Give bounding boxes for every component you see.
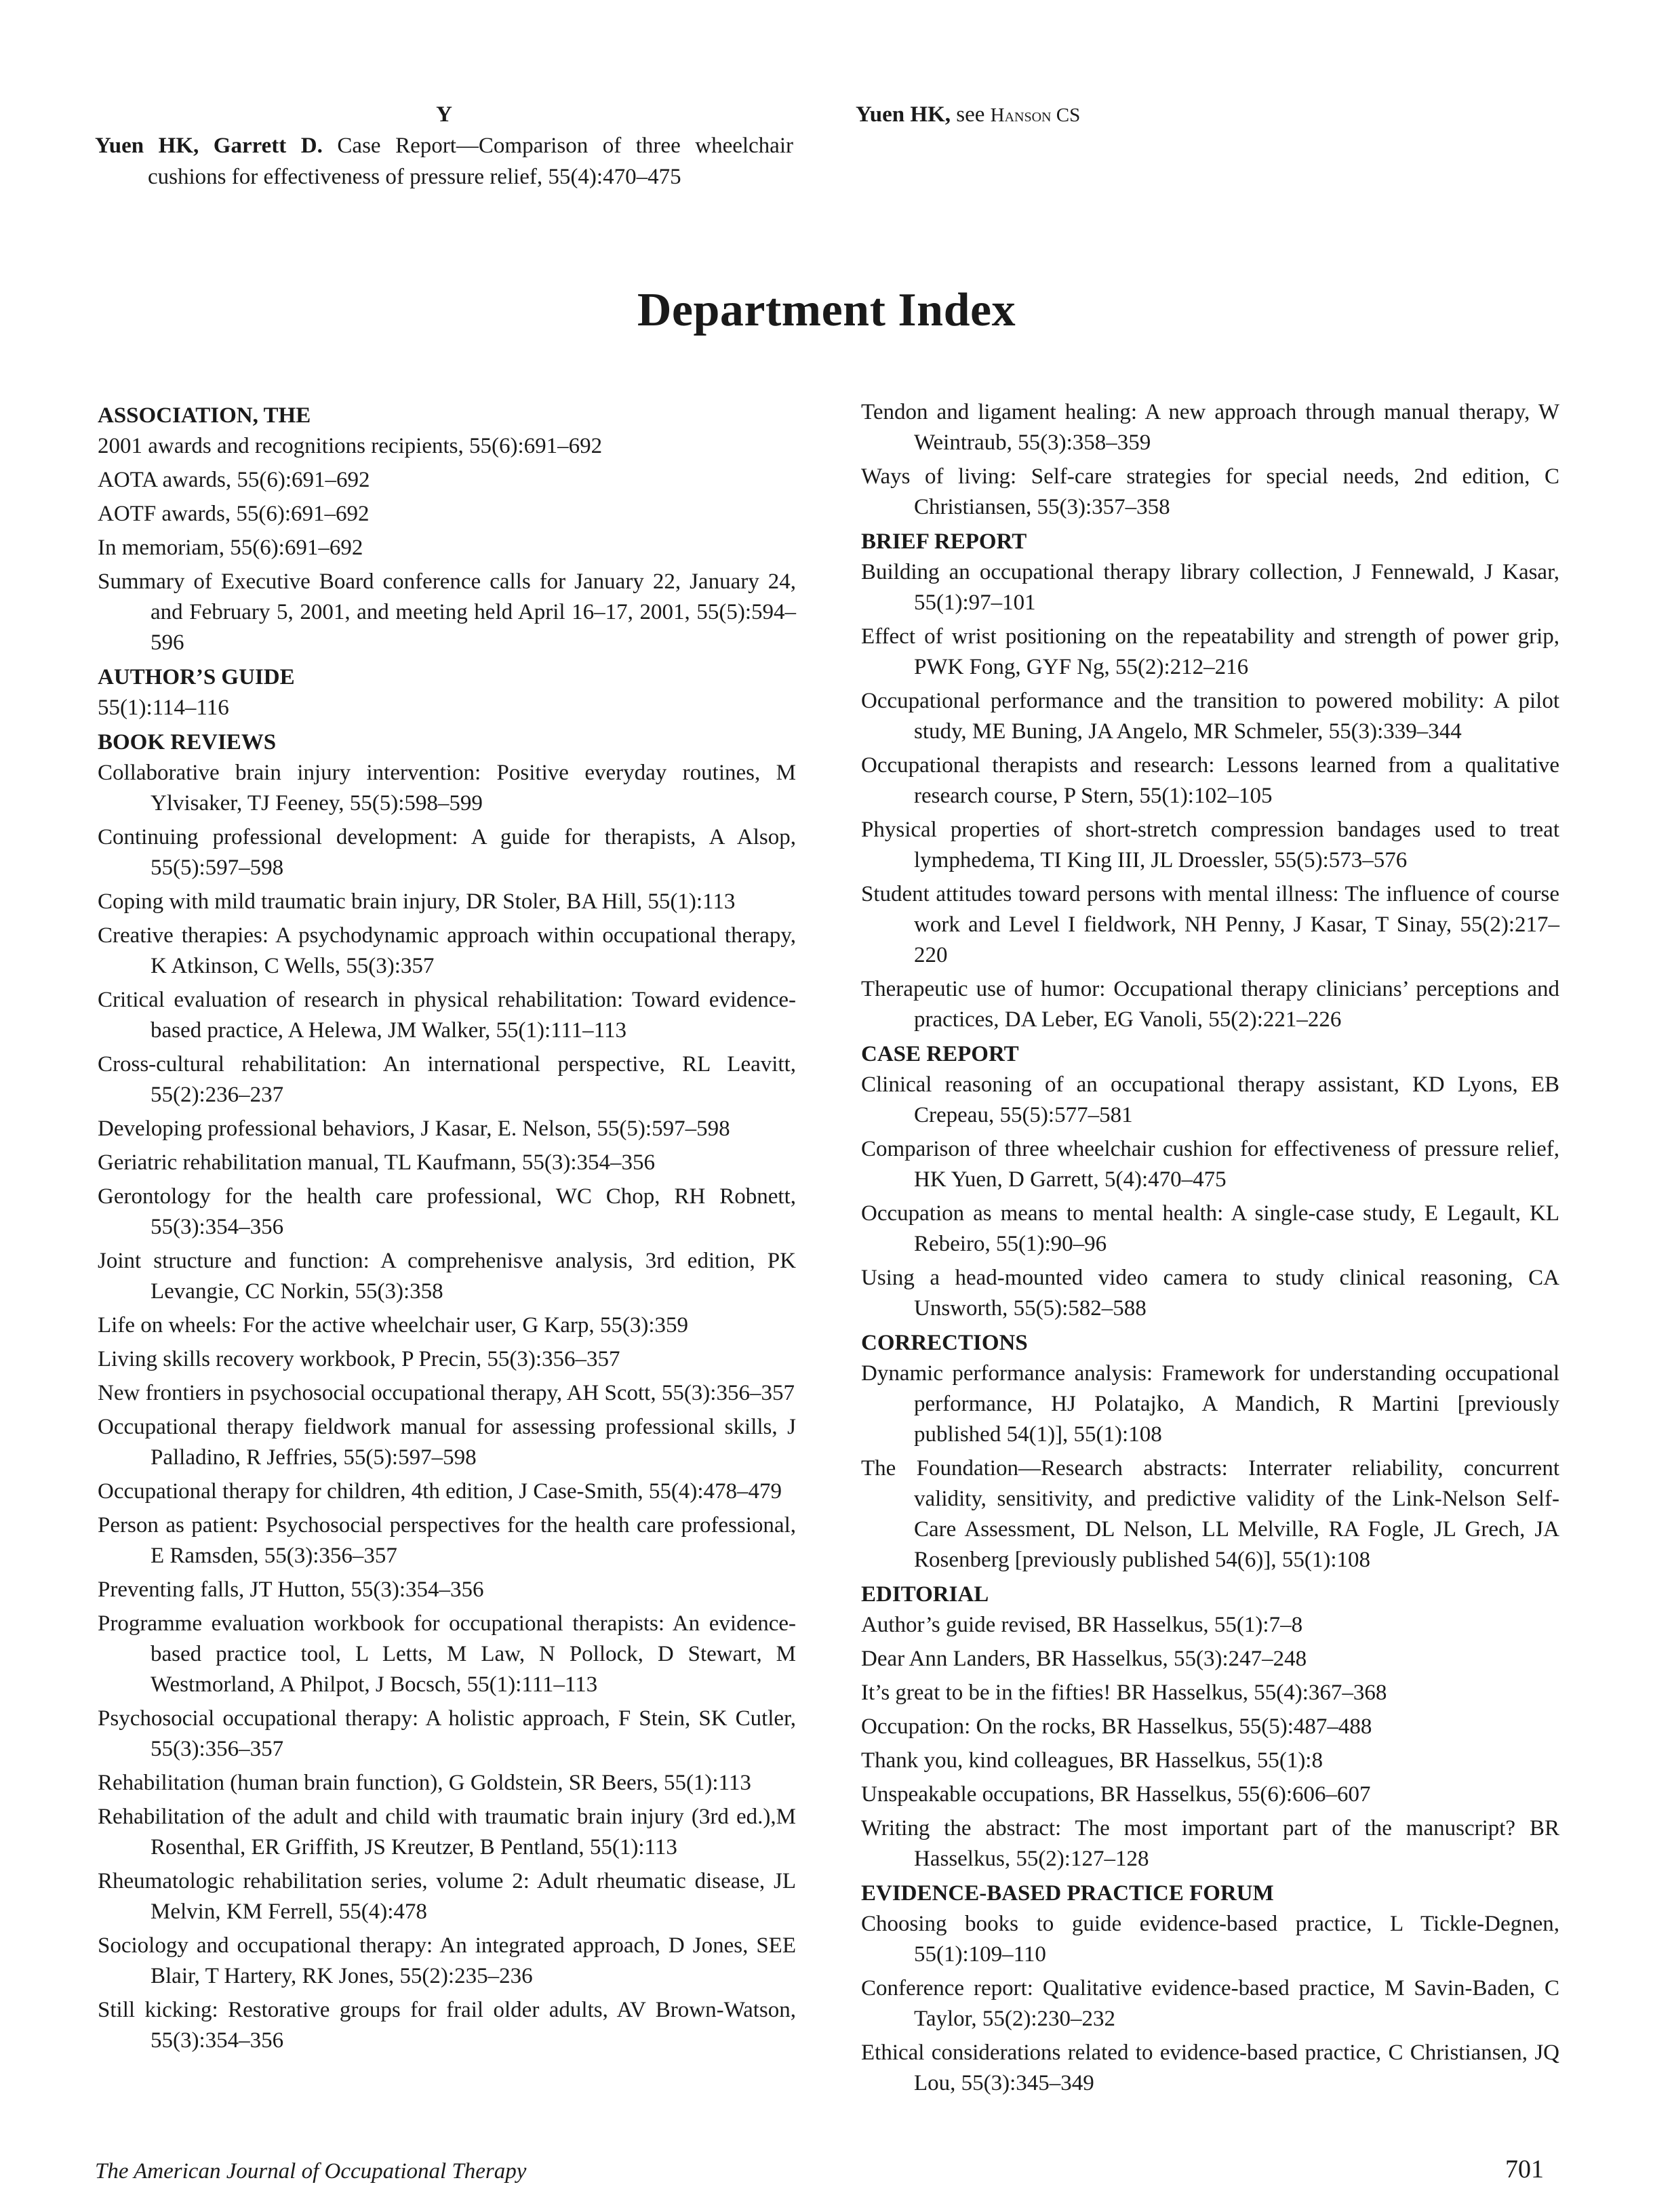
index-entry: 55(1):114–116 bbox=[98, 696, 229, 720]
index-entry: Programme evaluation workbook for occupational therapists: An evidence-based practice tool, L Letts, M Law, N Pollock, D Stewart, M Westmorland, A Philpot, J Bocsch, 55(1):111–113 bbox=[98, 1611, 796, 1697]
section-header: BOOK REVIEWS bbox=[98, 730, 277, 755]
index-entry: Thank you, kind colleagues, BR Hasselkus, 55(1):8 bbox=[861, 1748, 1323, 1773]
index-entry: Psychosocial occupational therapy: A holistic approach, F Stein, SK Cutler, 55(3):356–357 bbox=[98, 1706, 796, 1761]
index-entry: Effect of wrist positioning on the repeatability and strength of power grip, PWK Fong, GYF Ng, 55(2):212–216 bbox=[861, 624, 1559, 679]
index-entry: Developing professional behaviors, J Kasar, E. Nelson, 55(5):597–598 bbox=[98, 1117, 730, 1141]
index-entry: Critical evaluation of research in physical rehabilitation: Toward evidence-based practice, A Helewa, JM Walker, 55(1):111–113 bbox=[98, 988, 796, 1043]
author-name: Yuen HK, bbox=[856, 102, 951, 127]
index-entry: Creative therapies: A psychodynamic approach within occupational therapy, K Atkinson, C Wells, 55(3):357 bbox=[98, 923, 796, 978]
index-entry: Occupational therapy for children, 4th edition, J Case-Smith, 55(4):478–479 bbox=[98, 1479, 782, 1504]
section-header: CASE REPORT bbox=[861, 1042, 1019, 1066]
author-index-tail bbox=[95, 99, 793, 195]
index-entry: Using a head-mounted video camera to study clinical reasoning, CA Unsworth, 55(5):582–588 bbox=[861, 1266, 1559, 1321]
index-entry: Living skills recovery workbook, P Precin, 55(3):356–357 bbox=[98, 1347, 620, 1371]
index-entry: Summary of Executive Board conference calls for January 22, January 24, and February 5, 2001, and meeting held April 16–17, 2001, 55(5):594–596 bbox=[98, 569, 796, 655]
index-entry: Dynamic performance analysis: Framework for understanding occupational performance, HJ Polatajko, A Mandich, R Martini [previously published 54(1)], 55(1):108 bbox=[861, 1361, 1559, 1447]
index-entry: Rheumatologic rehabilitation series, volume 2: Adult rheumatic disease, JL Melvin, KM Ferrell, 55(4):478 bbox=[98, 1869, 796, 1924]
see-reference: Hanson CS bbox=[990, 104, 1081, 126]
author-index-tail-right bbox=[856, 99, 1568, 134]
index-entry: Sociology and occupational therapy: An integrated approach, D Jones, SEE Blair, T Hartery, RK Jones, 55(2):235–236 bbox=[98, 1933, 796, 1988]
index-entry: Collaborative brain injury intervention: Positive everyday routines, M Ylvisaker, TJ Feeney, 55(5):598–599 bbox=[98, 761, 796, 816]
index-entry: Occupational therapists and research: Lessons learned from a qualitative research course, P Stern, 55(1):102–105 bbox=[861, 753, 1559, 808]
section-header: EVIDENCE-BASED PRACTICE FORUM bbox=[861, 1881, 1274, 1906]
index-entry: New frontiers in psychosocial occupational therapy, AH Scott, 55(3):356–357 bbox=[98, 1381, 795, 1405]
index-entry: Occupation: On the rocks, BR Hasselkus, 55(5):487–488 bbox=[861, 1714, 1372, 1739]
right-column bbox=[861, 397, 1559, 2102]
index-entry: 2001 awards and recognitions recipients, 55(6):691–692 bbox=[98, 434, 603, 458]
section-letter: Y bbox=[436, 102, 452, 127]
index-entry: It’s great to be in the fifties! BR Hasselkus, 55(4):367–368 bbox=[861, 1681, 1387, 1705]
index-entry: Conference report: Qualitative evidence-based practice, M Savin-Baden, C Taylor, 55(2):230–232 bbox=[861, 1976, 1559, 2031]
index-entry: Coping with mild traumatic brain injury, DR Stoler, BA Hill, 55(1):113 bbox=[98, 889, 736, 914]
index-entry: Gerontology for the health care professional, WC Chop, RH Robnett, 55(3):354–356 bbox=[98, 1184, 796, 1239]
index-entry: Building an occupational therapy library collection, J Fennewald, J Kasar, 55(1):97–101 bbox=[861, 560, 1559, 615]
author-entry bbox=[95, 130, 793, 193]
index-entry: Joint structure and function: A comprehenisve analysis, 3rd edition, PK Levangie, CC Norkin, 55(3):358 bbox=[98, 1249, 796, 1304]
section-header: AUTHOR’S GUIDE bbox=[98, 665, 295, 689]
author-name: Yuen HK, Garrett D. bbox=[95, 134, 323, 158]
index-entry: Occupation as means to mental health: A single-case study, E Legault, KL Rebeiro, 55(1):90–96 bbox=[861, 1201, 1559, 1256]
index-entry: The Foundation—Research abstracts: Interrater reliability, concurrent validity, sensitivity, and predictive validity of the Link-Nelson Self-Care Assessment, DL Nelson, LL Melville, RA Fogle, JL Grech, JA Rosenberg [previously published 54(6)], 55(1):108 bbox=[861, 1456, 1559, 1572]
index-entry: Geriatric rehabilitation manual, TL Kaufmann, 55(3):354–356 bbox=[98, 1150, 656, 1175]
index-entry: Rehabilitation of the adult and child with traumatic brain injury (3rd ed.),M Rosenthal, ER Griffith, JS Kreutzer, B Pentland, 55(1):113 bbox=[98, 1805, 796, 1859]
page-number: 701 bbox=[1505, 2155, 1544, 2184]
index-entry: Person as patient: Psychosocial perspectives for the health care professional, E Ramsden, 55(3):356–357 bbox=[98, 1513, 796, 1568]
index-entry: Occupational therapy fieldwork manual for assessing professional skills, J Palladino, R Jeffries, 55(5):597–598 bbox=[98, 1415, 796, 1470]
index-entry: Ways of living: Self-care strategies for special needs, 2nd edition, C Christiansen, 55(3):357–358 bbox=[861, 464, 1559, 519]
index-entry: Ethical considerations related to evidence-based practice, C Christiansen, JQ Lou, 55(3):345–349 bbox=[861, 2040, 1559, 2095]
index-entry: AOTF awards, 55(6):691–692 bbox=[98, 502, 370, 526]
index-entry: Continuing professional development: A guide for therapists, A Alsop, 55(5):597–598 bbox=[98, 825, 796, 880]
index-entry: AOTA awards, 55(6):691–692 bbox=[98, 468, 370, 492]
index-entry: Therapeutic use of humor: Occupational therapy clinicians’ perceptions and practices, DA Leber, EG Vanoli, 55(2):221–226 bbox=[861, 977, 1559, 1032]
index-entry: Life on wheels: For the active wheelchair user, G Karp, 55(3):359 bbox=[98, 1313, 689, 1338]
section-header: CORRECTIONS bbox=[861, 1331, 1028, 1355]
index-entry: Dear Ann Landers, BR Hasselkus, 55(3):247–248 bbox=[861, 1647, 1307, 1671]
left-column bbox=[98, 399, 796, 2059]
author-entry-see bbox=[856, 99, 1568, 131]
index-entry: Rehabilitation (human brain function), G Goldstein, SR Beers, 55(1):113 bbox=[98, 1771, 751, 1795]
index-entry: Author’s guide revised, BR Hasselkus, 55(1):7–8 bbox=[861, 1613, 1303, 1637]
index-entry: Physical properties of short-stretch compression bandages used to treat lymphedema, TI King III, JL Droessler, 55(5):573–576 bbox=[861, 818, 1559, 872]
index-entry: Student attitudes toward persons with mental illness: The influence of course work and Level I fieldwork, NH Penny, J Kasar, T Sinay, 55(2):217–220 bbox=[861, 882, 1559, 967]
index-entry: Clinical reasoning of an occupational therapy assistant, KD Lyons, EB Crepeau, 55(5):577–581 bbox=[861, 1072, 1559, 1127]
index-entry: Still kicking: Restorative groups for frail older adults, AV Brown-Watson, 55(3):354–356 bbox=[98, 1998, 796, 2053]
section-header: ASSOCIATION, THE bbox=[98, 403, 311, 428]
index-entry: Preventing falls, JT Hutton, 55(3):354–356 bbox=[98, 1577, 484, 1602]
see-text: see bbox=[951, 102, 991, 127]
index-entry: Cross-cultural rehabilitation: An international perspective, RL Leavitt, 55(2):236–237 bbox=[98, 1052, 796, 1107]
section-header: EDITORIAL bbox=[861, 1582, 989, 1607]
index-entry: Tendon and ligament healing: A new approach through manual therapy, W Weintraub, 55(3):358–359 bbox=[861, 400, 1559, 455]
index-entry: Choosing books to guide evidence-based practice, L Tickle-Degnen, 55(1):109–110 bbox=[861, 1912, 1559, 1967]
page-title: Department Index bbox=[637, 284, 1016, 336]
index-entry: In memoriam, 55(6):691–692 bbox=[98, 536, 363, 560]
index-entry: Occupational performance and the transition to powered mobility: A pilot study, ME Buning, JA Angelo, MR Schmeler, 55(3):339–344 bbox=[861, 689, 1559, 744]
index-entry: Comparison of three wheelchair cushion for effectiveness of pressure relief, HK Yuen, D Garrett, 5(4):470–475 bbox=[861, 1137, 1559, 1192]
journal-footer: The American Journal of Occupational Therapy bbox=[95, 2159, 527, 2184]
index-entry: Unspeakable occupations, BR Hasselkus, 55(6):606–607 bbox=[861, 1782, 1371, 1807]
section-header: BRIEF REPORT bbox=[861, 529, 1027, 554]
index-entry: Writing the abstract: The most important part of the manuscript? BR Hasselkus, 55(2):127–128 bbox=[861, 1816, 1559, 1871]
entry-text: Case Report—Comparison of three wheelchair cushions for effectiveness of pressure relief, 55(4):470–475 bbox=[148, 134, 793, 189]
